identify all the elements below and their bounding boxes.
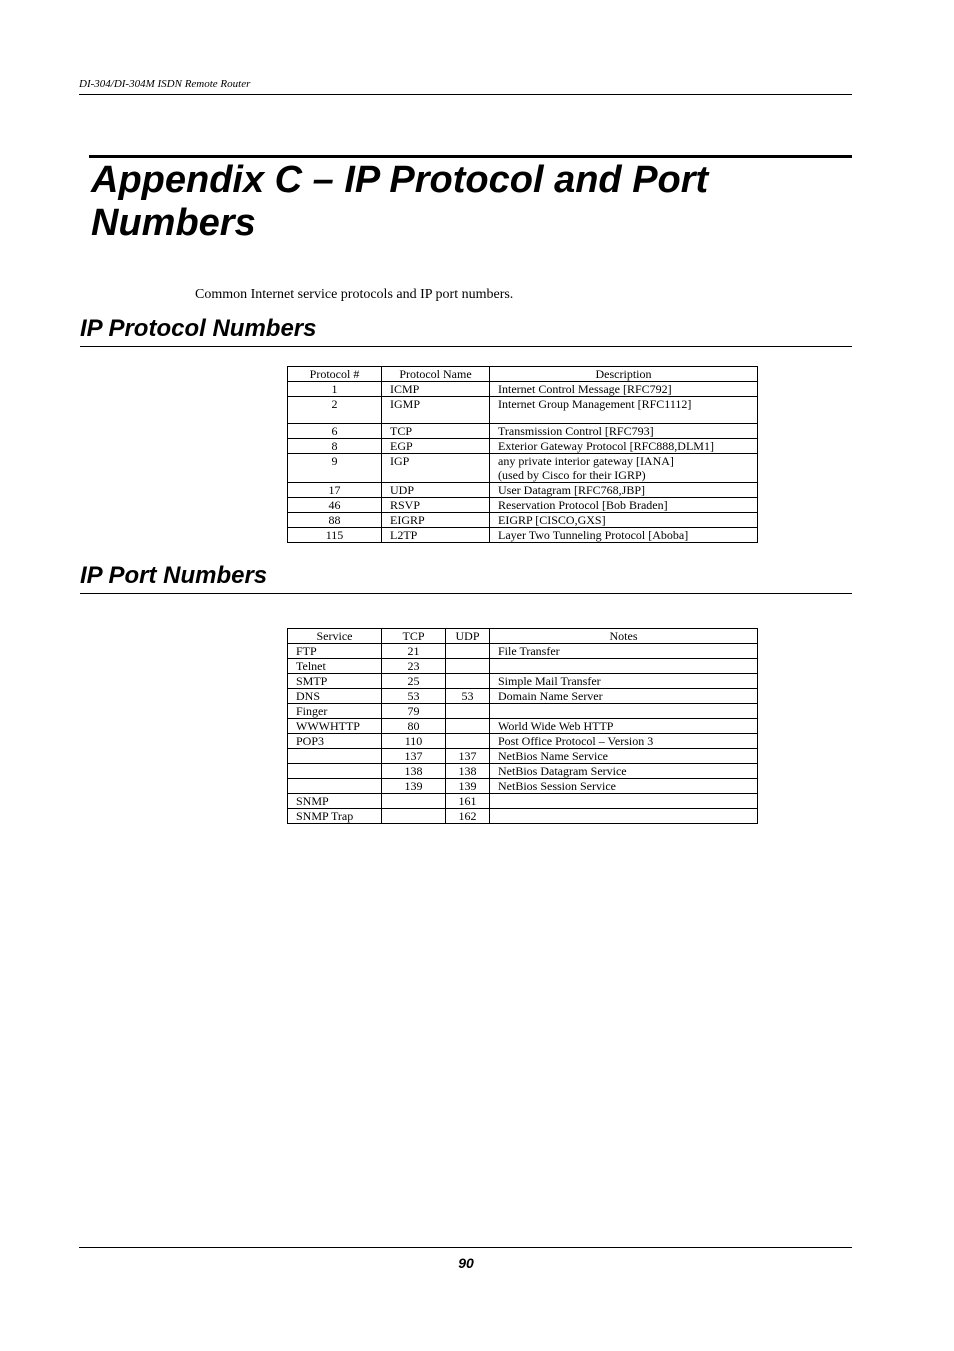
- footer-rule: [79, 1247, 852, 1248]
- table-row: [288, 397, 758, 424]
- service-name: [288, 779, 382, 794]
- port-notes: NetBios Session Service: [490, 779, 758, 794]
- protocol-table: [287, 366, 758, 543]
- port-notes: World Wide Web HTTP: [490, 719, 758, 734]
- tcp-port: 25: [382, 674, 446, 689]
- service-name: POP3: [288, 734, 382, 749]
- service-name: [288, 749, 382, 764]
- protocol-description: Layer Two Tunneling Protocol [Aboba]: [490, 528, 758, 543]
- page-title: Appendix C – IP Protocol and Port Numbers: [91, 159, 709, 244]
- udp-port: 138: [446, 764, 490, 779]
- tcp-port: [382, 809, 446, 824]
- protocol-number: 46: [288, 498, 382, 513]
- protocol-number: 2: [288, 397, 382, 424]
- udp-port: [446, 719, 490, 734]
- column-header-protocol-number: Protocol #: [288, 367, 382, 382]
- protocol-number: 115: [288, 528, 382, 543]
- tcp-port: 79: [382, 704, 446, 719]
- udp-port: 139: [446, 779, 490, 794]
- protocol-number: 9: [288, 454, 382, 483]
- protocol-number: 6: [288, 424, 382, 439]
- udp-port: [446, 644, 490, 659]
- protocol-section-heading: IP Protocol Numbers: [80, 315, 317, 342]
- table-row: [288, 424, 758, 439]
- udp-port: [446, 659, 490, 674]
- table-row: [288, 794, 758, 809]
- udp-port: 161: [446, 794, 490, 809]
- table-row: [288, 749, 758, 764]
- tcp-port: 53: [382, 689, 446, 704]
- protocol-number: 17: [288, 483, 382, 498]
- port-section-rule: [80, 593, 852, 594]
- table-row: [288, 528, 758, 543]
- service-name: [288, 764, 382, 779]
- port-table-header: [288, 629, 758, 644]
- table-row: [288, 439, 758, 454]
- table-row: [288, 809, 758, 824]
- service-name: FTP: [288, 644, 382, 659]
- table-row: [288, 498, 758, 513]
- udp-port: [446, 674, 490, 689]
- tcp-port: [382, 794, 446, 809]
- port-notes: [490, 809, 758, 824]
- tcp-port: 139: [382, 779, 446, 794]
- protocol-name: UDP: [382, 483, 490, 498]
- protocol-name: IGP: [382, 454, 490, 483]
- protocol-name: EGP: [382, 439, 490, 454]
- protocol-description: EIGRP [CISCO,GXS]: [490, 513, 758, 528]
- protocol-description: Exterior Gateway Protocol [RFC888,DLM1]: [490, 439, 758, 454]
- tcp-port: 80: [382, 719, 446, 734]
- port-notes: Simple Mail Transfer: [490, 674, 758, 689]
- protocol-name: IGMP: [382, 397, 490, 424]
- column-header-tcp: TCP: [382, 629, 446, 644]
- header-rule: [79, 94, 852, 95]
- protocol-name: EIGRP: [382, 513, 490, 528]
- protocol-description: Internet Group Management [RFC1112]: [490, 397, 758, 424]
- tcp-port: 137: [382, 749, 446, 764]
- port-notes: [490, 704, 758, 719]
- port-notes: NetBios Name Service: [490, 749, 758, 764]
- tcp-port: 23: [382, 659, 446, 674]
- table-row: [288, 704, 758, 719]
- udp-port: 53: [446, 689, 490, 704]
- port-notes: Post Office Protocol – Version 3: [490, 734, 758, 749]
- column-header-service: Service: [288, 629, 382, 644]
- port-notes: Domain Name Server: [490, 689, 758, 704]
- service-name: DNS: [288, 689, 382, 704]
- column-header-protocol-name: Protocol Name: [382, 367, 490, 382]
- port-notes: NetBios Datagram Service: [490, 764, 758, 779]
- table-row: [288, 734, 758, 749]
- udp-port: [446, 734, 490, 749]
- port-notes: [490, 659, 758, 674]
- port-table: [287, 628, 758, 824]
- protocol-name: TCP: [382, 424, 490, 439]
- service-name: Finger: [288, 704, 382, 719]
- protocol-description: User Datagram [RFC768,JBP]: [490, 483, 758, 498]
- table-row: [288, 513, 758, 528]
- table-row: [288, 483, 758, 498]
- protocol-description: Internet Control Message [RFC792]: [490, 382, 758, 397]
- protocol-number: 1: [288, 382, 382, 397]
- table-row: [288, 659, 758, 674]
- protocol-section-rule: [80, 346, 852, 347]
- title-rule: [89, 155, 852, 158]
- table-row: [288, 719, 758, 734]
- service-name: WWWHTTP: [288, 719, 382, 734]
- udp-port: 162: [446, 809, 490, 824]
- port-section-heading: IP Port Numbers: [80, 562, 268, 589]
- port-notes: [490, 794, 758, 809]
- intro-text: Common Internet service protocols and IP port numbers.: [195, 287, 514, 302]
- table-row: [288, 382, 758, 397]
- protocol-description-note: (used by Cisco for their IGRP): [498, 468, 646, 482]
- protocol-number: 8: [288, 439, 382, 454]
- protocol-name: L2TP: [382, 528, 490, 543]
- protocol-description-cell: [490, 454, 758, 483]
- port-notes: File Transfer: [490, 644, 758, 659]
- protocol-description: Reservation Protocol [Bob Braden]: [490, 498, 758, 513]
- protocol-table-header: [288, 367, 758, 382]
- column-header-udp: UDP: [446, 629, 490, 644]
- table-row: [288, 779, 758, 794]
- column-header-notes: Notes: [490, 629, 758, 644]
- table-row: [288, 644, 758, 659]
- udp-port: [446, 704, 490, 719]
- table-row: [288, 454, 758, 483]
- protocol-name: ICMP: [382, 382, 490, 397]
- table-row: [288, 674, 758, 689]
- table-row: [288, 689, 758, 704]
- tcp-port: 21: [382, 644, 446, 659]
- column-header-description: Description: [490, 367, 758, 382]
- table-row: [288, 764, 758, 779]
- service-name: Telnet: [288, 659, 382, 674]
- protocol-description: Transmission Control [RFC793]: [490, 424, 758, 439]
- running-header: DI-304/DI-304M ISDN Remote Router: [79, 78, 251, 90]
- tcp-port: 138: [382, 764, 446, 779]
- page-number: 90: [458, 1255, 474, 1271]
- service-name: SNMP: [288, 794, 382, 809]
- protocol-name: RSVP: [382, 498, 490, 513]
- protocol-description: any private interior gateway [IANA]: [498, 454, 674, 468]
- tcp-port: 110: [382, 734, 446, 749]
- protocol-number: 88: [288, 513, 382, 528]
- udp-port: 137: [446, 749, 490, 764]
- service-name: SMTP: [288, 674, 382, 689]
- service-name: SNMP Trap: [288, 809, 382, 824]
